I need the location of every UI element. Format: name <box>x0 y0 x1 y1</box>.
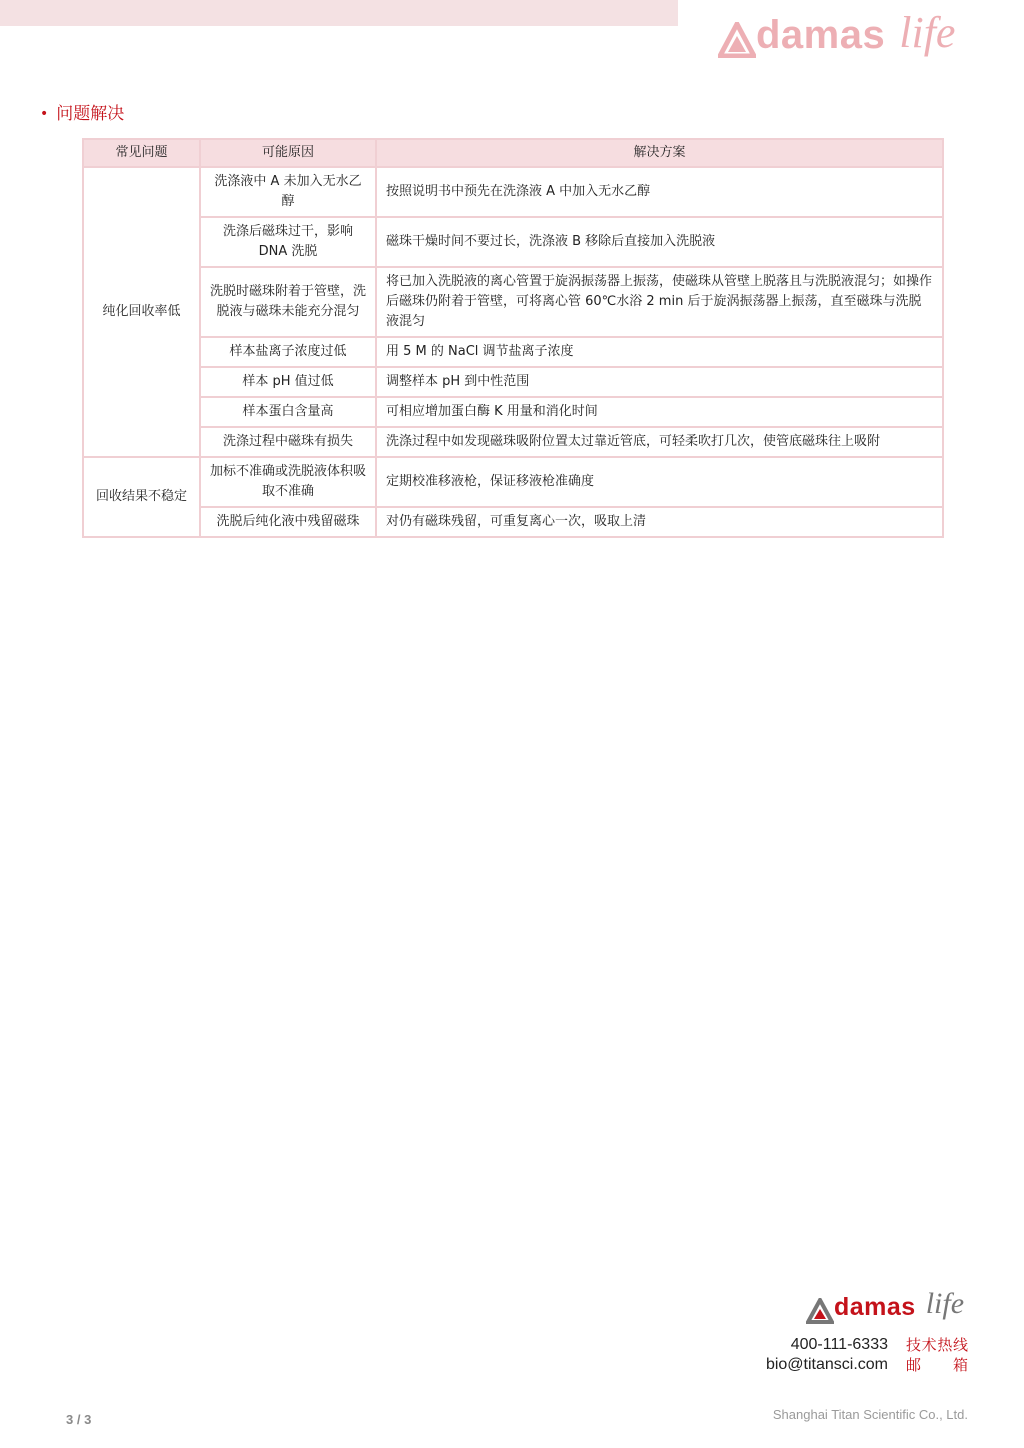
header-solution: 解决方案 <box>376 139 943 167</box>
troubleshooting-table <box>82 138 944 538</box>
logo-wordmark: damas <box>834 1293 916 1321</box>
phone-row <box>766 1335 968 1355</box>
table-row <box>83 367 943 397</box>
solution-cell: 可相应增加蛋白酶 K 用量和消化时间 <box>376 397 943 427</box>
table-row <box>83 397 943 427</box>
phone-number: 400-111-6333 <box>790 1336 888 1353</box>
cause-cell: 样本 pH 值过低 <box>200 367 376 397</box>
logo-wordmark: damas <box>756 13 886 57</box>
solution-cell: 用 5 M 的 NaCl 调节盐离子浓度 <box>376 337 943 367</box>
solution-cell: 定期校准移液枪，保证移液枪准确度 <box>376 457 943 507</box>
solution-cell: 洗涤过程中如发现磁珠吸附位置太过靠近管底，可轻柔吹打几次，使管底磁珠往上吸附 <box>376 427 943 457</box>
phone-label: 技术热线 <box>906 1336 968 1354</box>
problem-cell: 纯化回收率低 <box>83 167 200 457</box>
section-heading <box>40 99 124 124</box>
table-row <box>83 217 943 267</box>
header-band <box>0 0 678 26</box>
email-row <box>766 1355 968 1375</box>
cause-cell: 样本蛋白含量高 <box>200 397 376 427</box>
section-title-text: 问题解决 <box>56 104 125 124</box>
solution-cell: 对仍有磁珠残留，可重复离心一次，吸取上清 <box>376 507 943 537</box>
table-header-row <box>83 139 943 167</box>
logo-script: life <box>899 8 956 57</box>
header-logo <box>718 8 955 58</box>
logo-triangle-icon <box>718 22 756 58</box>
footer-contact <box>766 1335 968 1375</box>
email-address: bio@titansci.com <box>765 1356 888 1373</box>
cause-cell: 洗涤过程中磁珠有损失 <box>200 427 376 457</box>
header-problem: 常见问题 <box>83 139 200 167</box>
email-label: 邮箱 <box>906 1356 968 1374</box>
company-name: Shanghai Titan Scientific Co., Ltd. <box>772 1407 968 1422</box>
table-row <box>83 267 943 337</box>
solution-cell: 按照说明书中预先在洗涤液 A 中加入无水乙醇 <box>376 167 943 217</box>
problem-cell: 回收结果不稳定 <box>83 457 200 537</box>
table-row <box>83 167 943 217</box>
logo-script: life <box>925 1287 965 1320</box>
cause-cell: 加标不准确或洗脱液体积吸取不准确 <box>200 457 376 507</box>
solution-cell: 调整样本 pH 到中性范围 <box>376 367 943 397</box>
solution-cell: 磁珠干燥时间不要过长，洗涤液 B 移除后直接加入洗脱液 <box>376 217 943 267</box>
solution-cell: 将已加入洗脱液的离心管置于旋涡振荡器上振荡，使磁珠从管壁上脱落且与洗脱液混匀；如操作后磁珠仍附着于管壁，可将离心管 60℃水浴 2 min 后于旋涡振荡器上振荡，直至磁珠与洗脱液混匀 <box>376 267 943 337</box>
logo-triangle-icon <box>806 1298 834 1324</box>
cause-cell: 洗涤后磁珠过干，影响 DNA 洗脱 <box>200 217 376 267</box>
cause-cell: 样本盐离子浓度过低 <box>200 337 376 367</box>
cause-cell: 洗涤液中 A 未加入无水乙醇 <box>200 167 376 217</box>
cause-cell: 洗脱时磁珠附着于管壁，洗脱液与磁珠未能充分混匀 <box>200 267 376 337</box>
page-number: 3 / 3 <box>66 1412 92 1427</box>
cause-cell: 洗脱后纯化液中残留磁珠 <box>200 507 376 537</box>
table-row <box>83 427 943 457</box>
footer-logo <box>806 1284 964 1324</box>
bullet-icon: • <box>40 106 49 122</box>
table-row <box>83 457 943 507</box>
table-row <box>83 507 943 537</box>
header-cause: 可能原因 <box>200 139 376 167</box>
table-row <box>83 337 943 367</box>
